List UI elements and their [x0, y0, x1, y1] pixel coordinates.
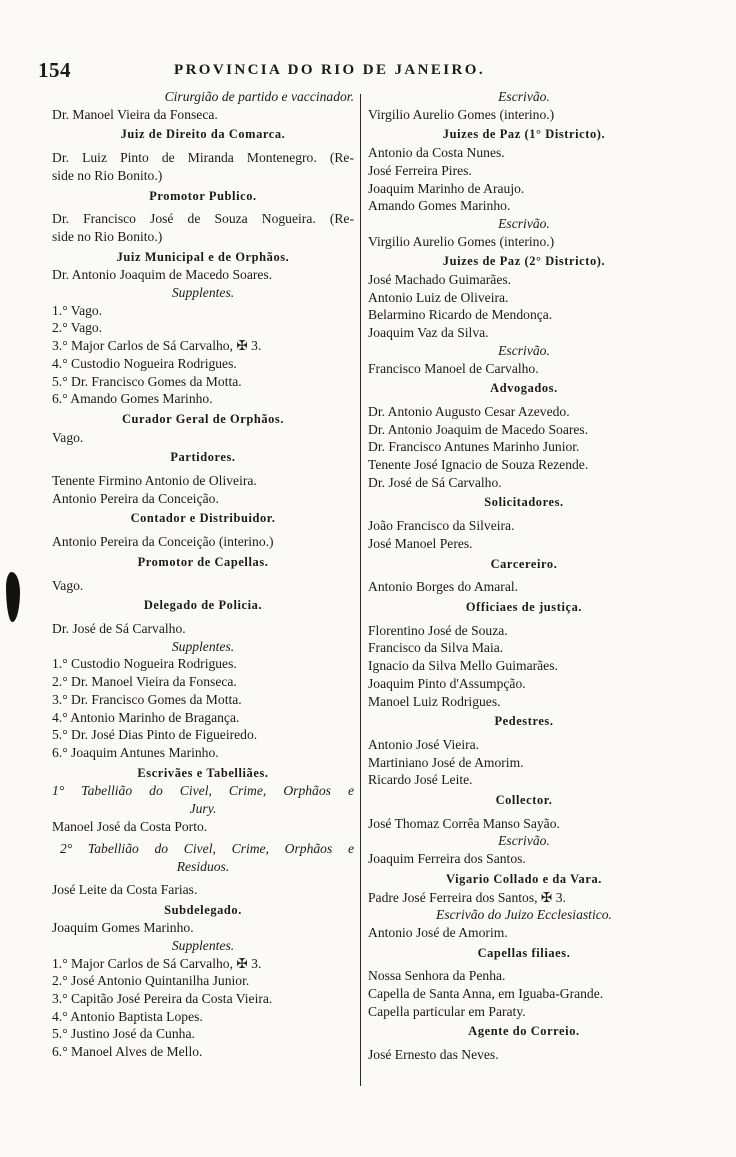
entry-line: Dr. Antonio Joaquim de Macedo Soares. [368, 421, 589, 437]
subheading: Supplentes. [171, 937, 235, 953]
section-heading: Vigario Collado e da Vara. [446, 871, 602, 886]
entry-line: Manoel Luiz Rodrigues. [368, 693, 501, 709]
entry-line: Antonio José de Amorim. [368, 924, 508, 940]
entry-line: 6.° Amando Gomes Marinho. [52, 391, 213, 407]
section-heading: Officiaes de justiça. [465, 599, 583, 614]
section-heading: Promotor Publico. [149, 188, 257, 203]
entry-line: Belarmino Ricardo de Mendonça. [368, 307, 553, 323]
section-heading: Advogados. [490, 381, 558, 396]
entry-line: José Manoel Peres. [368, 535, 473, 551]
section-heading: Curador Geral de Orphãos. [121, 411, 285, 426]
subheading: Jury. [189, 801, 217, 817]
section-heading: Partidores. [170, 450, 236, 465]
section-heading: Juiz Municipal e de Orphãos. [116, 249, 290, 264]
page-header [38, 58, 552, 88]
section-heading: Delegado de Policia. [143, 598, 263, 613]
entry-line: José Thomaz Corrêa Manso Sayão. [368, 815, 560, 831]
subheading: Escrivão do Juizo Ecclesiastico. [436, 907, 612, 923]
entry-line: Dr. Manoel Vieira da Fonseca. [52, 106, 218, 122]
subheading: Escrivão. [498, 89, 550, 104]
entry-line: 1.° Vago. [52, 302, 103, 318]
entry-line: Virgilio Aurelio Gomes (interino.) [368, 106, 555, 122]
page-number: 154 [38, 58, 71, 82]
entry-line: Florentino José de Souza. [368, 622, 508, 638]
entry-line: Manoel José da Costa Porto. [52, 818, 208, 834]
entry-line: 5.° Dr. José Dias Pinto de Figueiredo. [52, 727, 258, 743]
entry-line: 1.° Custodio Nogueira Rodrigues. [52, 656, 237, 672]
entry-line: Antonio Luiz de Oliveira. [368, 289, 509, 305]
subheading: Supplentes. [171, 638, 235, 654]
entry-line: Vago. [52, 577, 84, 593]
entry-line: Tenente Firmino Antonio de Oliveira. [52, 473, 257, 489]
section-note: Cirurgião de partido e vaccinador. [164, 89, 354, 104]
entry-line: 3.° Dr. Francisco Gomes da Motta. [52, 691, 242, 707]
section-heading: Escrivães e Tabelliães. [137, 765, 269, 780]
entry-line: Francisco da Silva Maia. [368, 640, 504, 656]
office-title: 1° Tabellião do Civel, Crime, Orphãos e [52, 783, 354, 799]
entry-line: 2.° Dr. Manoel Vieira da Fonseca. [52, 674, 237, 690]
column-divider [360, 94, 361, 1086]
section-heading: Subdelegado. [164, 902, 242, 917]
section-heading: Promotor de Capellas. [137, 554, 269, 569]
right-column [368, 88, 680, 1064]
entry-line: Amando Gomes Marinho. [368, 198, 511, 214]
entry-line: José Ernesto das Neves. [368, 1047, 499, 1063]
entry-line: 1.° Major Carlos de Sá Carvalho, ✠ 3. [52, 955, 262, 971]
subheading: Escrivão. [498, 215, 550, 231]
entry-line: side no Rio Bonito.) [52, 167, 163, 183]
entry-line: João Francisco da Silveira. [368, 518, 515, 534]
office-title: 2° Tabellião do Civel, Crime, Orphãos e [60, 841, 354, 857]
entry-line: Joaquim Gomes Marinho. [52, 920, 194, 936]
section-heading: Pedestres. [494, 714, 554, 729]
entry-line: 4.° Custodio Nogueira Rodrigues. [52, 355, 237, 371]
entry-line: Padre José Ferreira dos Santos, ✠ 3. [368, 889, 566, 905]
entry-line: Ignacio da Silva Mello Guimarães. [368, 658, 558, 674]
entry-line: José Machado Guimarães. [368, 272, 512, 288]
section-heading: Carcereiro. [490, 556, 558, 571]
entry-line: Dr. Luiz Pinto de Miranda Montenegro. (Re- [52, 150, 354, 166]
entry-line: Antonio Borges do Amaral. [368, 579, 519, 595]
section-heading: Juiz de Direito da Comarca. [120, 127, 286, 142]
entry-line: Dr. José de Sá Carvalho. [368, 474, 502, 490]
entry-line: Antonio da Costa Nunes. [368, 145, 505, 161]
subheading: Supplentes. [171, 285, 235, 301]
subheading: Residuos. [176, 859, 230, 875]
entry-line: side no Rio Bonito.) [52, 228, 163, 244]
entry-line: Nossa Senhora da Penha. [368, 968, 506, 984]
entry-line: Dr. Antonio Augusto Cesar Azevedo. [368, 403, 570, 419]
section-heading: Juizes de Paz (2° Districto). [442, 254, 606, 269]
entry-line: José Leite da Costa Farias. [52, 881, 198, 897]
entry-line: Capella de Santa Anna, em Iguaba-Grande. [368, 986, 604, 1002]
entry-line: Antonio Pereira da Conceição. [52, 490, 219, 506]
entry-line: Dr. Francisco Antunes Marinho Junior. [368, 439, 580, 455]
entry-line: Francisco Manoel de Carvalho. [368, 360, 539, 376]
entry-line: 2.° José Antonio Quintanilha Junior. [52, 973, 250, 989]
entry-line: Capella particular em Paraty. [368, 1003, 526, 1019]
entry-line: 4.° Antonio Marinho de Bragança. [52, 709, 240, 725]
subheading: Escrivão. [498, 833, 550, 849]
entry-line: 6.° Joaquim Antunes Marinho. [52, 744, 219, 760]
entry-line: José Ferreira Pires. [368, 162, 472, 178]
entry-line: Ricardo José Leite. [368, 772, 473, 788]
entry-line: 5.° Dr. Francisco Gomes da Motta. [52, 373, 242, 389]
left-column [52, 88, 354, 1061]
section-heading: Contador e Distribuidor. [130, 511, 276, 526]
section-heading: Collector. [495, 793, 553, 808]
entry-line: 3.° Major Carlos de Sá Carvalho, ✠ 3. [52, 338, 262, 354]
section-heading: Juizes de Paz (1° Districto). [442, 127, 606, 142]
entry-line: Joaquim Vaz da Silva. [368, 325, 489, 341]
entry-line: 4.° Antonio Baptista Lopes. [52, 1008, 203, 1024]
entry-line: Joaquim Marinho de Araujo. [368, 180, 525, 196]
subheading: Escrivão. [498, 342, 550, 358]
running-title: PROVINCIA DO RIO DE JANEIRO. [174, 62, 485, 78]
entry-line: 5.° Justino José da Cunha. [52, 1026, 195, 1042]
entry-line: Dr. Francisco José de Souza Nogueira. (Re- [52, 211, 354, 227]
ink-blot-mark [6, 572, 20, 622]
section-heading: Agente do Correio. [468, 1024, 580, 1039]
section-heading: Solicitadores. [484, 495, 564, 510]
entry-line: Dr. Antonio Joaquim de Macedo Soares. [52, 267, 273, 283]
section-heading: Capellas filiaes. [477, 945, 571, 960]
entry-line: Dr. José de Sá Carvalho. [52, 620, 186, 636]
entry-line: Tenente José Ignacio de Souza Rezende. [368, 457, 589, 473]
entry-line: Vago. [52, 429, 84, 445]
entry-line: Antonio José Vieira. [368, 736, 480, 752]
entry-line: 6.° Manoel Alves de Mello. [52, 1044, 203, 1060]
entry-line: Joaquim Ferreira dos Santos. [368, 851, 526, 867]
entry-line: Martiniano José de Amorim. [368, 754, 524, 770]
entry-line: 3.° Capitão José Pereira da Costa Vieira. [52, 991, 273, 1007]
entry-line: Virgilio Aurelio Gomes (interino.) [368, 233, 555, 249]
entry-line: 2.° Vago. [52, 320, 103, 336]
entry-line: Joaquim Pinto d'Assumpção. [368, 675, 526, 691]
entry-line: Antonio Pereira da Conceição (interino.) [52, 534, 274, 550]
